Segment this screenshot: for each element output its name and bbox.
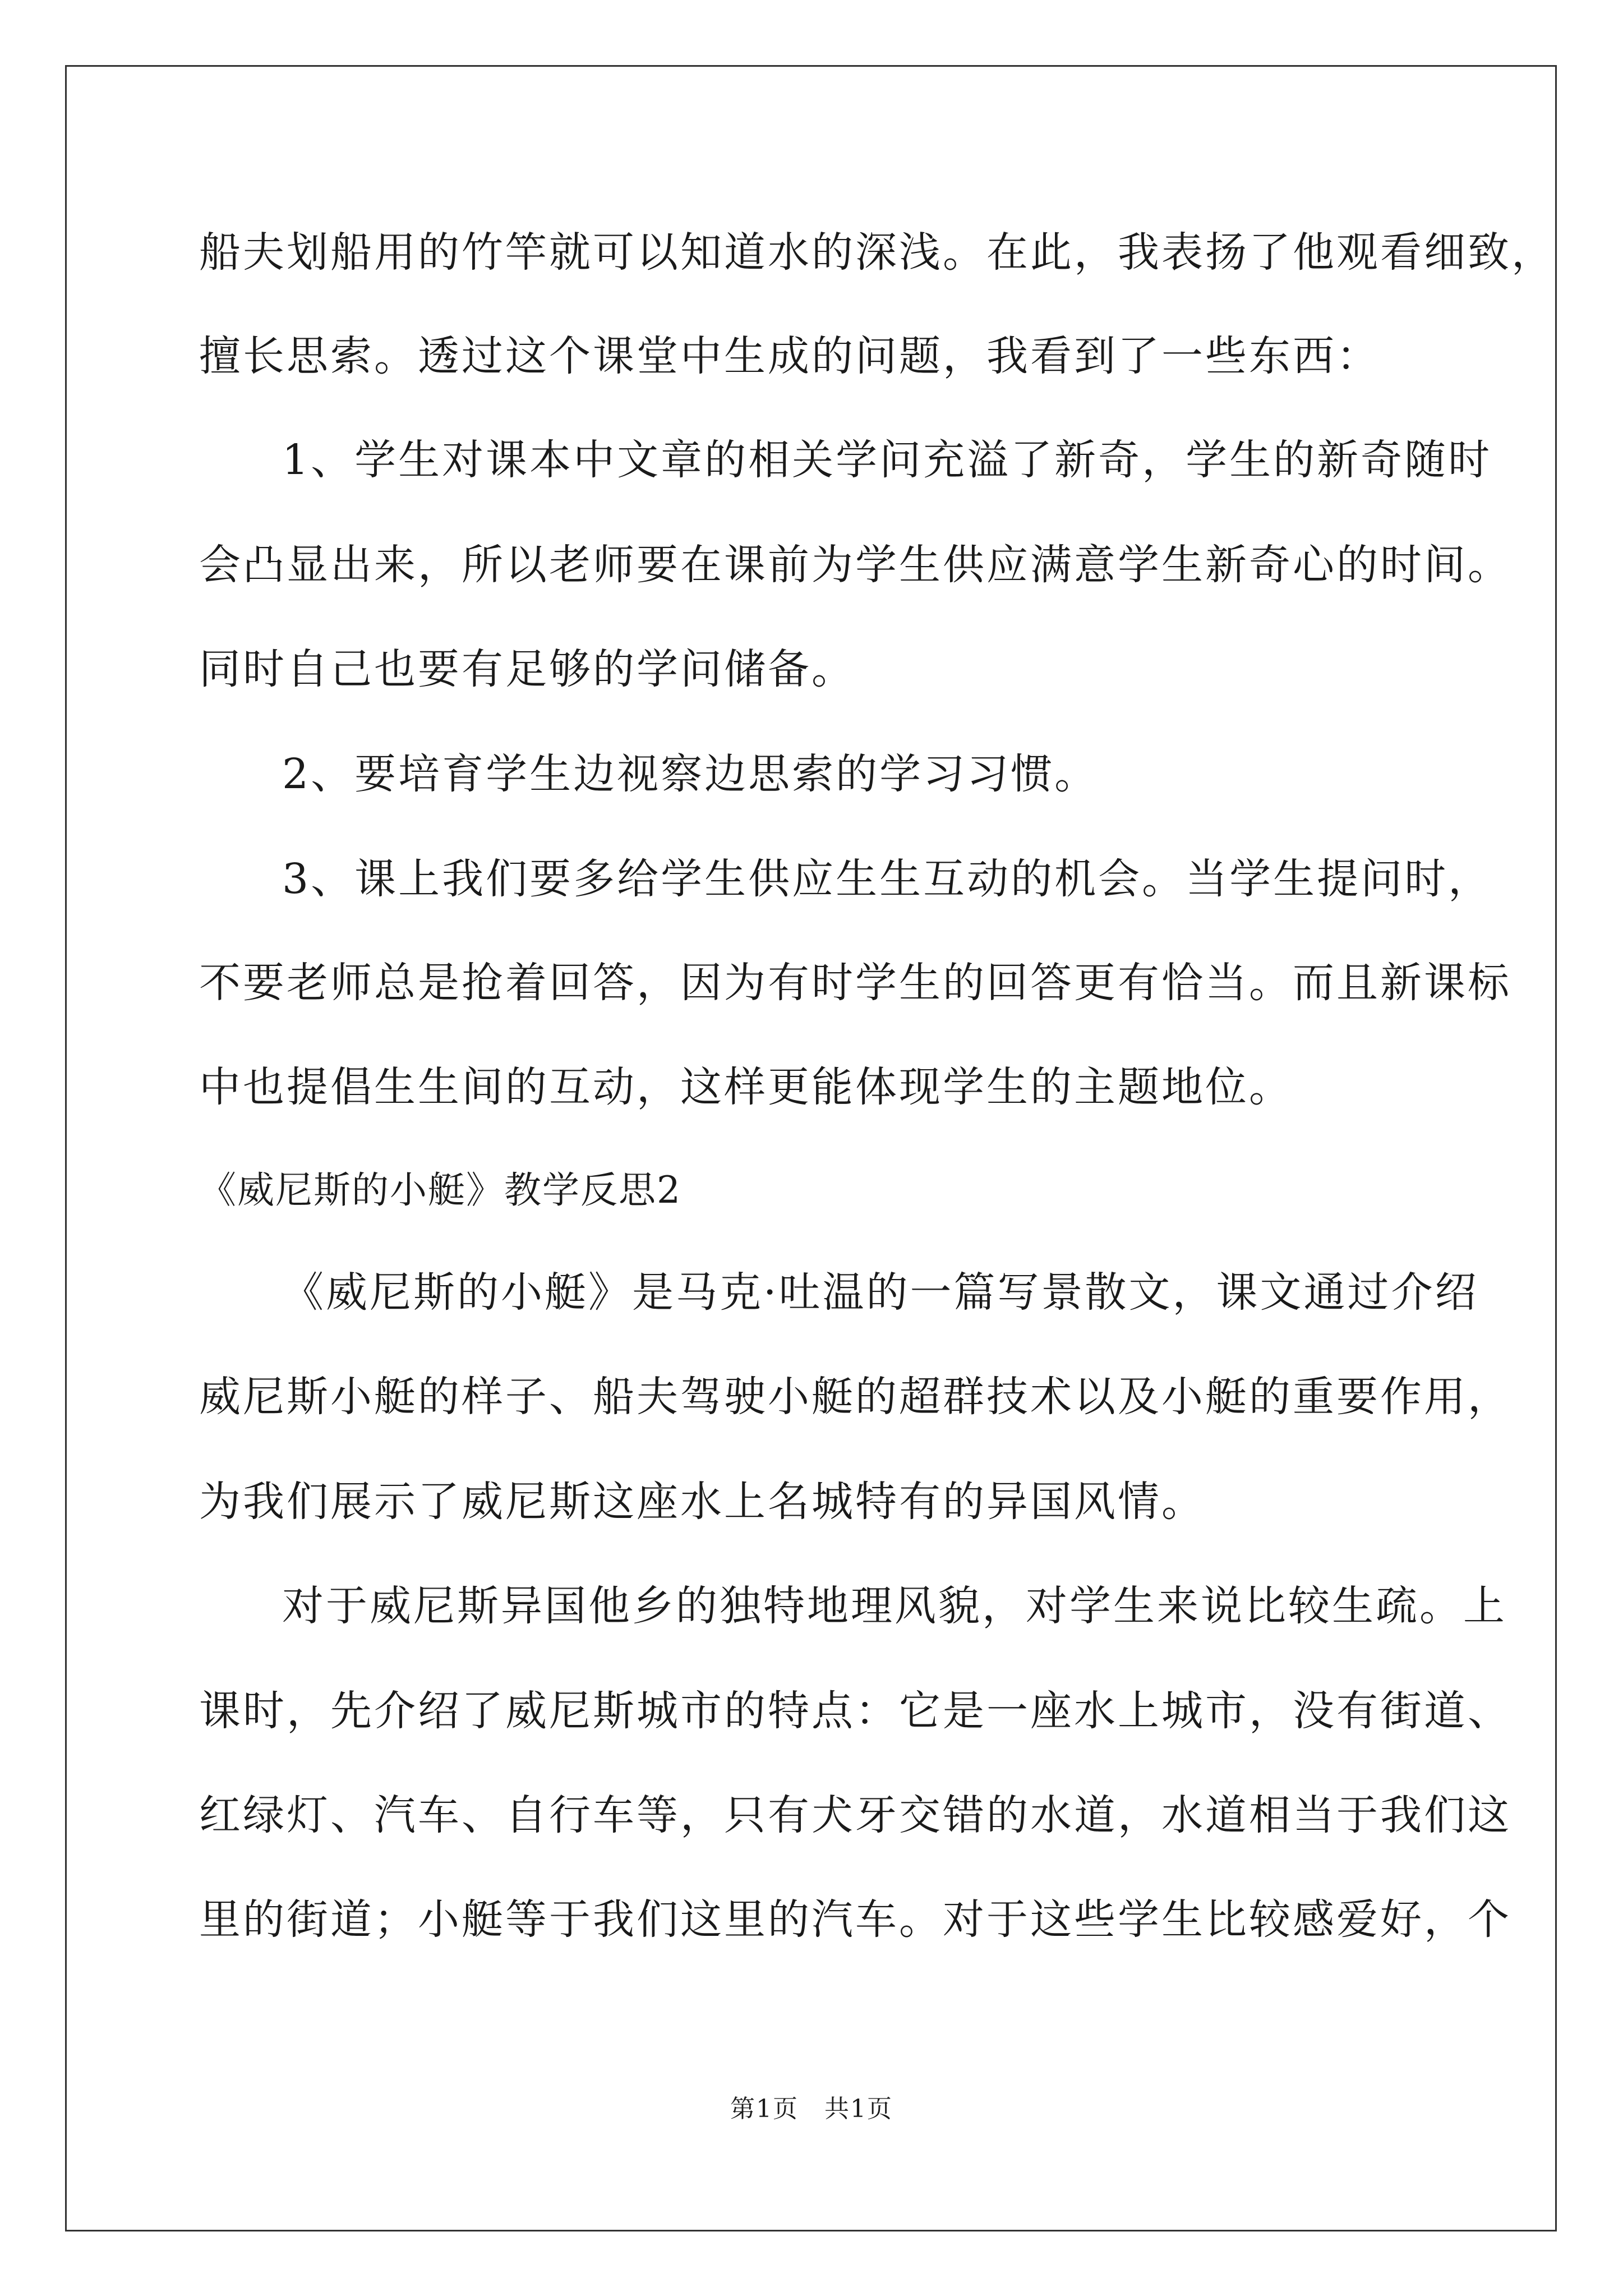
text-line: 威尼斯小艇的样子、船夫驾驶小艇的超群技术以及小艇的重要作用， [199, 1373, 1511, 1421]
text-line: 船夫划船用的竹竿就可以知道水的深浅。在此，我表扬了他观看细致， [199, 228, 1555, 277]
text-line: 红绿灯、汽车、自行车等，只有犬牙交错的水道，水道相当于我们这 [199, 1791, 1511, 1839]
list-item: 3、课上我们要多给学生供应生生互动的机会。当学生提问时， [282, 855, 1492, 903]
paragraph-start: 对于威尼斯异国他乡的独特地理风貌，对学生来说比较生疏。上 [282, 1582, 1507, 1630]
text-line: 中也提倡生生间的互动，这样更能体现学生的主题地位。 [199, 1063, 1293, 1111]
text-line: 擅长思索。透过这个课堂中生成的问题，我看到了一些东西： [199, 332, 1380, 380]
text-line: 会凸显出来，所以老师要在课前为学生供应满意学生新奇心的时间。 [199, 541, 1511, 589]
list-item: 2、要培育学生边视察边思索的学习习惯。 [282, 750, 1099, 798]
text-line: 不要老师总是抢着回答，因为有时学生的回答更有恰当。而且新课标 [199, 959, 1511, 1007]
page-number: 第1页 共1页 [730, 2095, 893, 2123]
paragraph-start: 《威尼斯的小艇》是马克·吐温的一篇写景散文，课文通过介绍 [282, 1268, 1479, 1317]
list-item: 1、学生对课本中文章的相关学问充溢了新奇，学生的新奇随时 [282, 436, 1492, 484]
section-heading: 《威尼斯的小艇》教学反思2 [199, 1168, 681, 1212]
text-line: 里的街道；小艇等于我们这里的汽车。对于这些学生比较感爱好，个 [199, 1895, 1511, 1944]
text-line: 为我们展示了威尼斯这座水上名城特有的异国风情。 [199, 1478, 1205, 1526]
text-line: 课时，先介绍了威尼斯城市的特点：它是一座水上城市，没有街道、 [199, 1687, 1511, 1735]
text-line: 同时自己也要有足够的学问储备。 [199, 645, 855, 693]
